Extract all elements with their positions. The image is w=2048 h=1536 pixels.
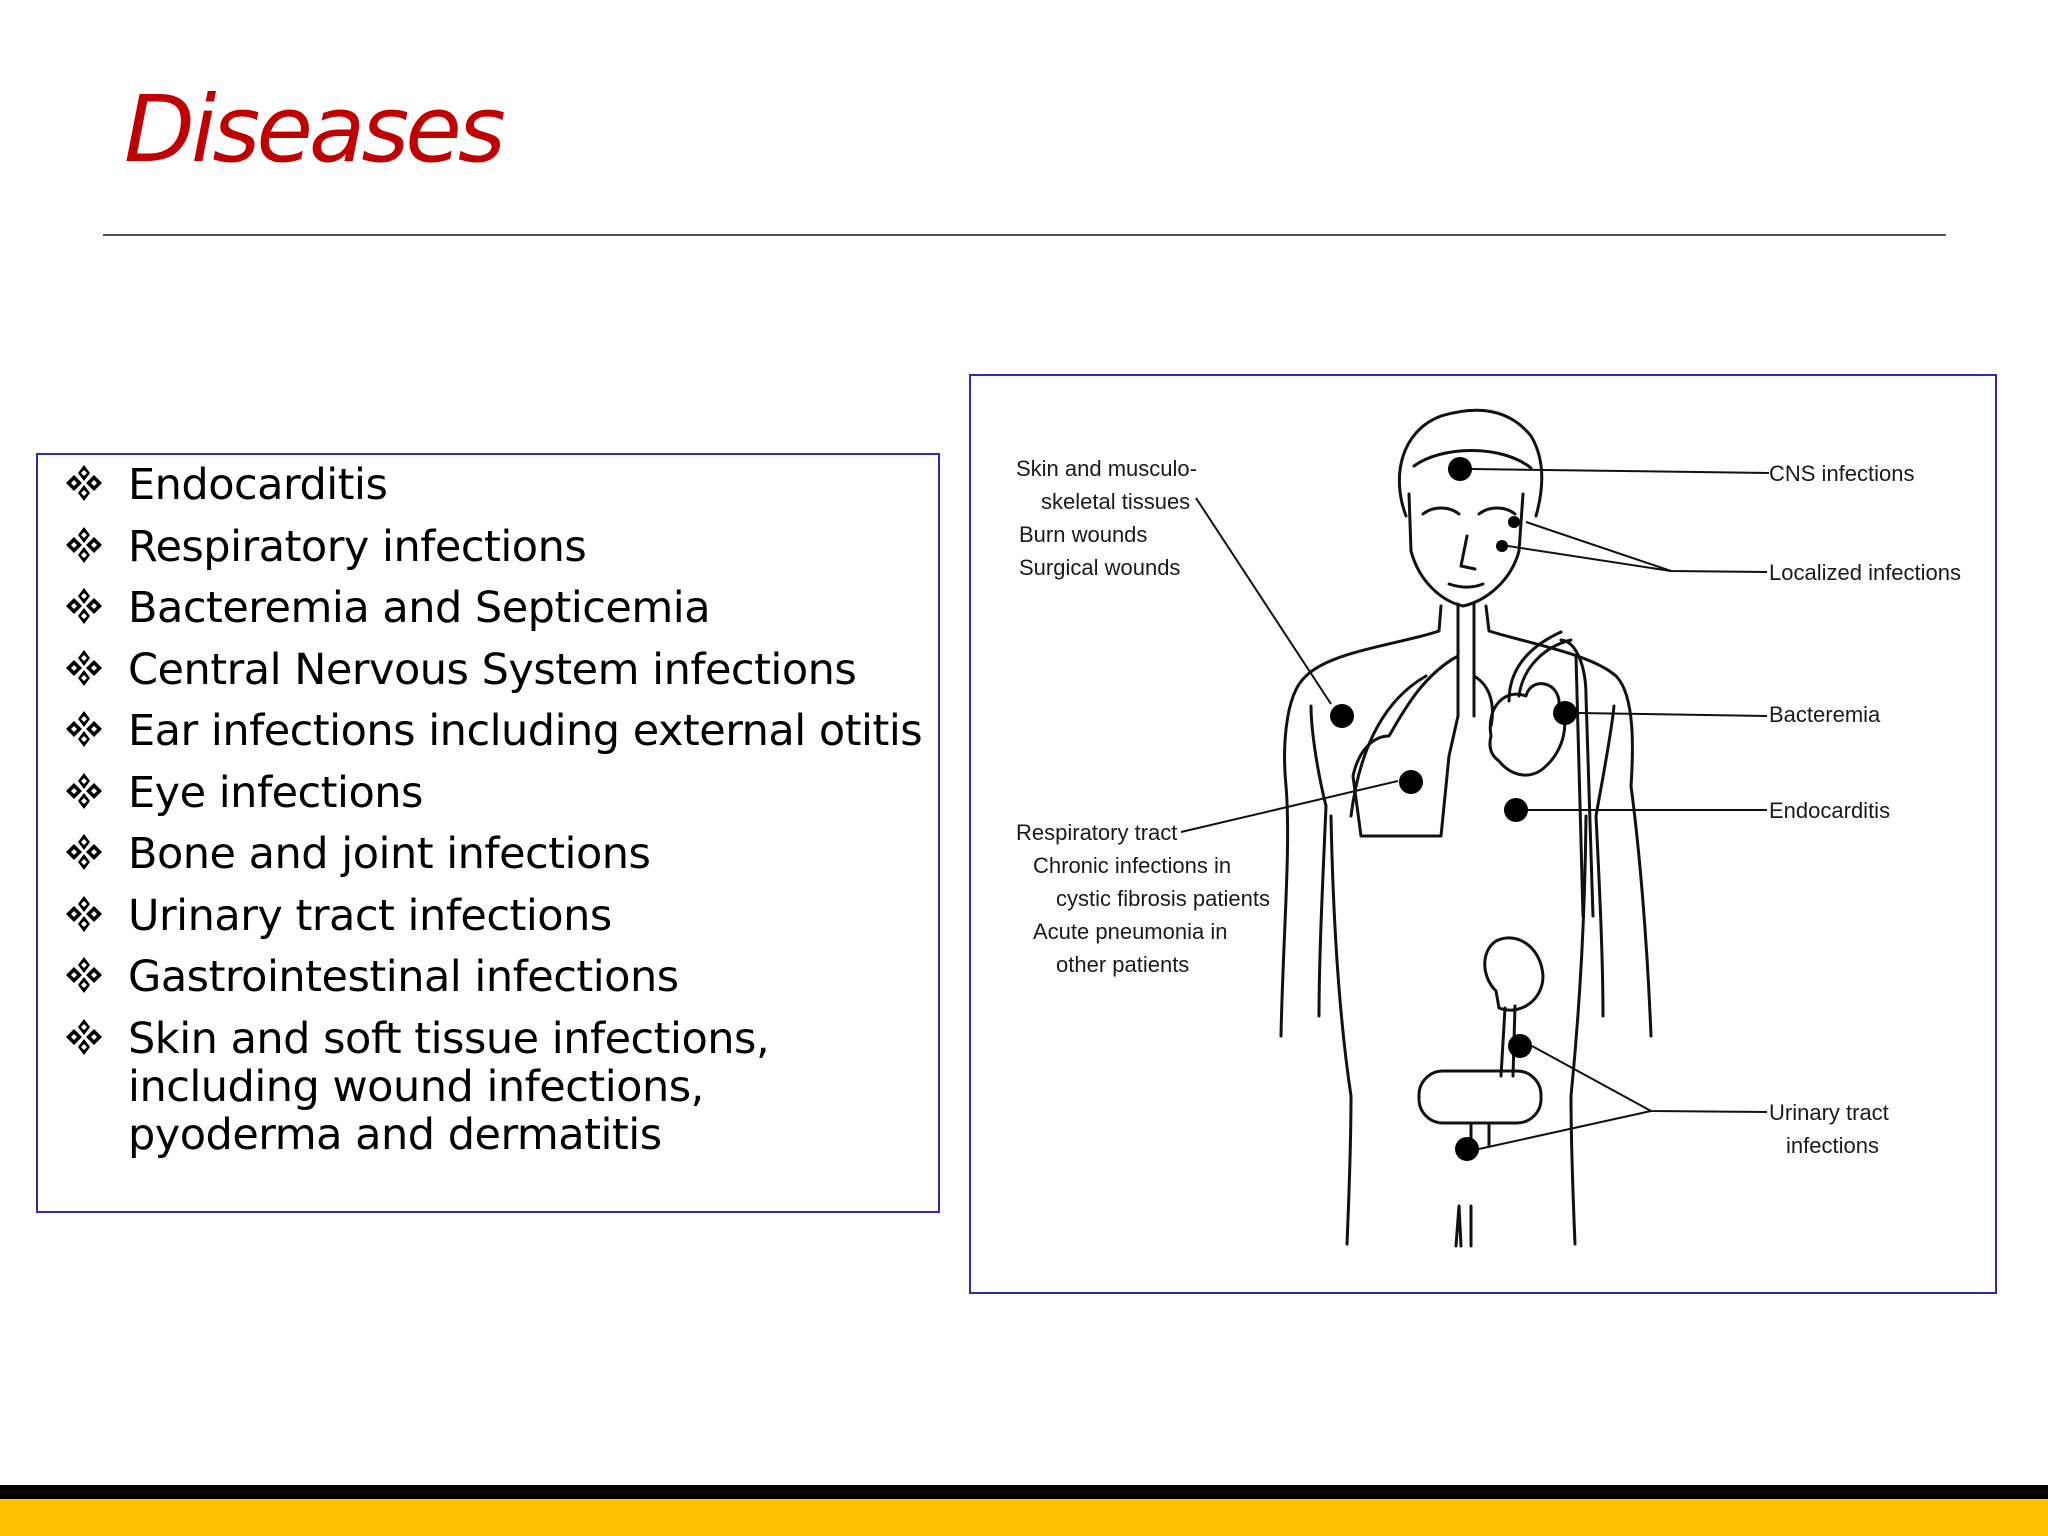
title-divider [103, 234, 1946, 236]
four-diamond-bullet-icon [62, 769, 106, 813]
list-item-text: Ear infections including external otitis [128, 706, 923, 756]
list-item-text: Urinary tract infections [128, 890, 612, 941]
four-diamond-bullet-icon [62, 953, 106, 997]
list-item [62, 892, 928, 940]
four-diamond-bullet-icon [62, 461, 106, 505]
label-skin-line-1: Skin and musculo- [1016, 456, 1197, 481]
slide-title: Diseases [124, 76, 502, 183]
label-urinary-line-2: infections [1786, 1133, 1879, 1158]
diseases-list-box [36, 453, 940, 1213]
infection-sites-figure [969, 374, 1997, 1294]
list-item-text: Endocarditis [128, 460, 388, 510]
diseases-list [62, 461, 928, 1172]
four-diamond-bullet-icon [62, 830, 106, 874]
four-diamond-bullet-icon [62, 1015, 106, 1059]
list-item-text: Eye infections [128, 767, 423, 818]
list-item-text: Bacteremia and Septicemia [128, 583, 711, 633]
list-item [62, 830, 928, 878]
list-item [62, 769, 928, 817]
four-diamond-bullet-icon [62, 707, 106, 751]
list-item-text: Bone and joint infections [128, 829, 651, 879]
label-skin-line-4: Surgical wounds [1019, 555, 1181, 580]
footer-black-stripe [0, 1485, 2048, 1499]
list-item-text: Central Nervous System infections [128, 644, 857, 695]
label-bacteremia: Bacteremia [1769, 702, 1881, 727]
label-respiratory-line-3: cystic fibrosis patients [1056, 886, 1270, 911]
human-body-diagram [971, 376, 1995, 1292]
leader-lines [1181, 469, 1769, 1149]
label-respiratory-line-4: Acute pneumonia in [1033, 919, 1228, 944]
body-outline [1281, 410, 1651, 1246]
list-item [62, 523, 928, 571]
list-item-text: Respiratory infections [128, 521, 587, 572]
label-endocarditis: Endocarditis [1769, 798, 1891, 823]
list-item [62, 646, 928, 694]
list-item [62, 953, 928, 1001]
four-diamond-bullet-icon [62, 646, 106, 690]
list-item [62, 707, 928, 755]
label-skin-line-2: skeletal tissues [1041, 489, 1191, 514]
figure-labels [1016, 456, 1961, 1158]
footer-yellow-stripe [0, 1499, 2048, 1536]
list-item [62, 584, 928, 632]
four-diamond-bullet-icon [62, 584, 106, 628]
label-skin-line-3: Burn wounds [1019, 522, 1148, 547]
label-localized: Localized infections [1769, 560, 1962, 585]
list-item-text: Gastrointestinal infections [128, 952, 679, 1002]
list-item-text: Skin and soft tissue infections, including wound infections, pyoderma and dermatitis [128, 1013, 770, 1160]
label-respiratory-line-1: Respiratory tract [1016, 820, 1178, 845]
label-urinary-line-1: Urinary tract [1769, 1100, 1889, 1125]
list-item [62, 461, 928, 509]
label-respiratory-line-5: other patients [1056, 952, 1190, 977]
label-respiratory-line-2: Chronic infections in [1033, 853, 1232, 878]
list-item [62, 1015, 928, 1159]
four-diamond-bullet-icon [62, 523, 106, 567]
label-cns: CNS infections [1769, 461, 1915, 486]
four-diamond-bullet-icon [62, 892, 106, 936]
